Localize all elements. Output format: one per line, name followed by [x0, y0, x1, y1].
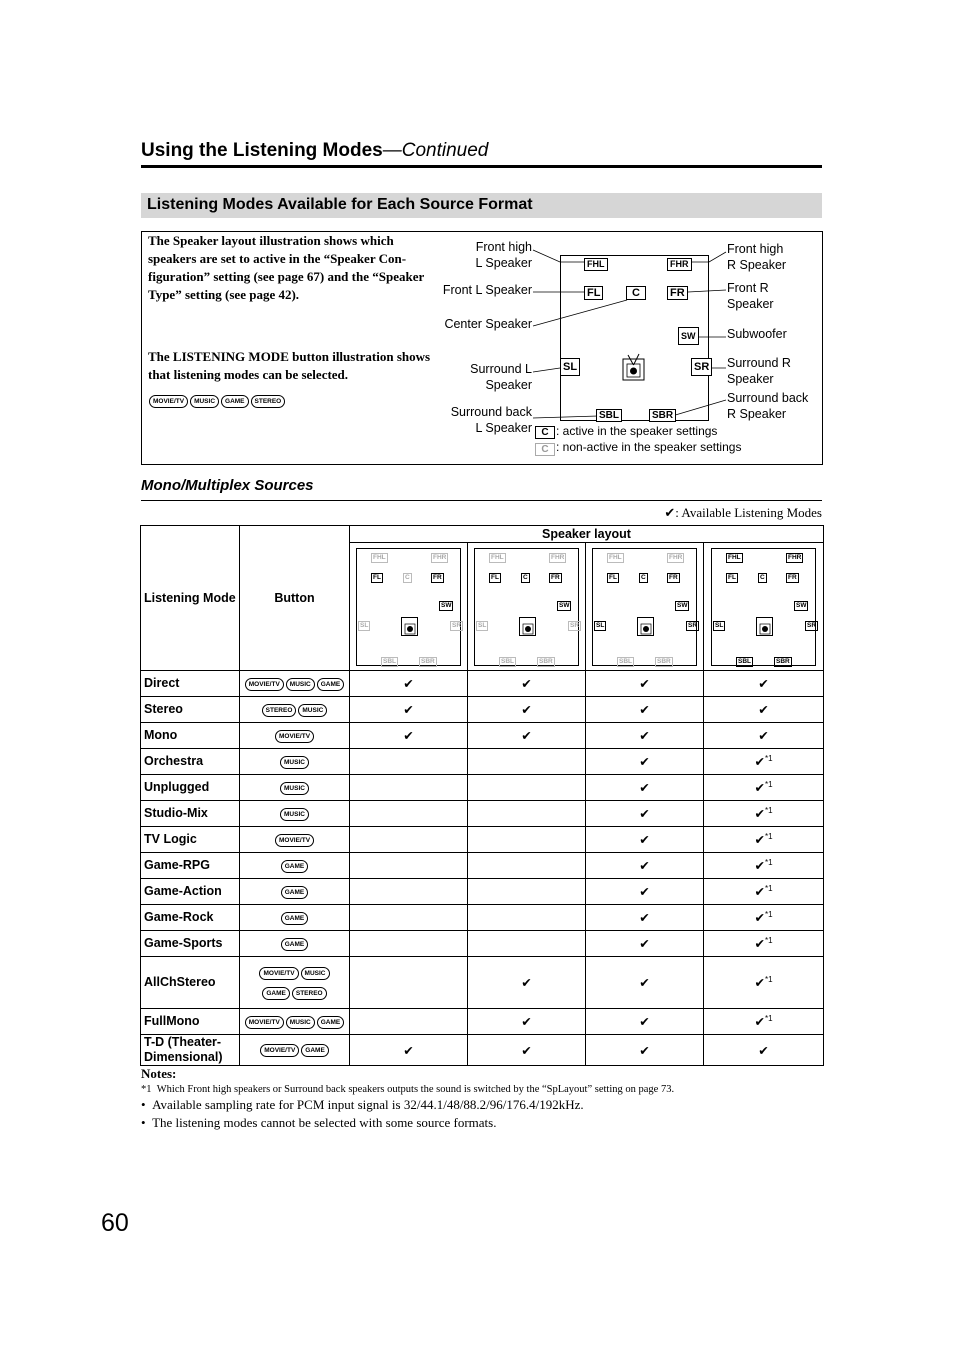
- listener-icon: [401, 617, 418, 636]
- mode-buttons: [240, 697, 350, 723]
- movietv-button-icon: MOVIE/TV: [275, 834, 314, 847]
- check-cell: [704, 697, 824, 723]
- mode-name: Studio-Mix: [141, 801, 240, 827]
- mini-speaker-sr: SR: [688, 621, 698, 629]
- footnote-ref: *1: [764, 1013, 773, 1023]
- check-icon: ✔: [639, 937, 650, 951]
- notes-heading: Notes:: [141, 1066, 177, 1081]
- check-cell: [350, 775, 468, 801]
- mini-speaker-sbr: SBR: [776, 657, 790, 665]
- music-button-icon: MUSIC: [286, 1016, 315, 1029]
- mini-speaker-sbr: SBR: [539, 657, 553, 665]
- listener-icon: [519, 617, 536, 636]
- speaker-fhr: FHR: [667, 258, 692, 271]
- table-row: [141, 801, 824, 827]
- mini-speaker-sl: SL: [360, 621, 369, 629]
- listener-icon: [637, 617, 654, 636]
- mini-speaker-fhl: FHL: [609, 553, 622, 561]
- mode-name: Game-Sports: [141, 931, 240, 957]
- check-icon: ✔: [639, 833, 650, 847]
- music-button-icon: MUSIC: [280, 756, 309, 769]
- check-icon: ✔: [758, 729, 769, 743]
- speaker-c: C: [626, 286, 646, 300]
- mini-speaker-sl: SL: [478, 621, 487, 629]
- label-front-l: Front L Speaker: [442, 283, 532, 297]
- footnote-ref: *1: [764, 857, 773, 867]
- mini-speaker-fhr: FHR: [551, 553, 565, 561]
- speaker-sl: SL: [560, 358, 580, 376]
- check-icon: ✔: [403, 677, 414, 691]
- mini-speaker-sr: SR: [452, 621, 462, 629]
- check-cell: [586, 749, 704, 775]
- check-icon: ✔: [639, 729, 650, 743]
- table-row: [141, 853, 824, 879]
- mini-speaker-c: C: [405, 573, 410, 581]
- label-surround-back-l: Surround back L Speaker: [450, 405, 532, 435]
- check-cell: [704, 775, 824, 801]
- label-center: Center Speaker: [444, 317, 532, 331]
- check-icon: ✔: [754, 833, 765, 848]
- check-cell: [704, 905, 824, 931]
- continued-label: —Continued: [382, 140, 489, 161]
- speaker-fr: FR: [667, 286, 688, 300]
- header-button: Button: [240, 526, 350, 671]
- table-row: [141, 1009, 824, 1035]
- music-button-icon: MUSIC: [280, 782, 309, 795]
- check-cell: [704, 749, 824, 775]
- mode-name: Game-Action: [141, 879, 240, 905]
- available-note: [664, 505, 822, 521]
- intro-paragraph-1: The Speaker layout illustration shows which speakers are set to active in the “Speaker Con-figuration” setting (see page 67) and the “Speaker Type” setting (see page 42).: [148, 233, 425, 302]
- check-cell: [704, 1009, 824, 1035]
- speaker-sw: SW: [678, 327, 699, 345]
- game-button-icon: GAME: [281, 938, 309, 951]
- legend-inactive-text: : non-active in the speaker settings: [556, 440, 742, 454]
- header-speaker-layout: Speaker layout: [350, 526, 824, 543]
- check-cell: [586, 905, 704, 931]
- check-cell: [586, 697, 704, 723]
- header-listening-mode: Listening Mode: [141, 526, 240, 671]
- movietv-button-icon: MOVIE/TV: [245, 1016, 284, 1029]
- check-cell: [586, 957, 704, 1009]
- mini-speaker-sl: SL: [596, 621, 605, 629]
- table-row: [141, 671, 824, 697]
- speaker-sr: SR: [691, 358, 712, 376]
- music-button-icon: MUSIC: [298, 704, 327, 717]
- notes: [141, 1066, 674, 1131]
- mini-speaker-fhl: FHL: [373, 553, 386, 561]
- check-icon: ✔: [639, 911, 650, 925]
- mode-name: AllChStereo: [141, 957, 240, 1009]
- speaker-sbl: SBL: [596, 409, 622, 422]
- mode-buttons: [240, 879, 350, 905]
- footnote-ref: *1: [764, 909, 773, 919]
- speaker-layout-diagram: [592, 548, 697, 666]
- check-cell: [468, 749, 586, 775]
- footnote-mark: *1: [141, 1084, 152, 1095]
- mini-speaker-sbl: SBL: [619, 657, 632, 665]
- game-button-icon: GAME: [281, 860, 309, 873]
- page-number: 60: [101, 1209, 129, 1237]
- speaker-fhl: FHL: [584, 258, 608, 271]
- check-cell: [350, 671, 468, 697]
- mini-speaker-sw: SW: [796, 601, 807, 609]
- mode-buttons: [240, 801, 350, 827]
- check-cell: [350, 749, 468, 775]
- mono-title: Mono/Multiplex Sources: [141, 477, 314, 494]
- mini-speaker-fl: FL: [609, 573, 617, 581]
- mini-speaker-fhr: FHR: [433, 553, 447, 561]
- label-surround-back-r: Surround back R Speaker: [727, 391, 809, 421]
- mini-speaker-fhr: FHR: [788, 553, 802, 561]
- check-cell: [586, 853, 704, 879]
- check-icon: ✔: [639, 885, 650, 899]
- bullet-2-text: The listening modes cannot be selected with some source formats.: [152, 1115, 497, 1130]
- check-cell: [350, 1035, 468, 1066]
- mode-name: Direct: [141, 671, 240, 697]
- mode-buttons: [240, 827, 350, 853]
- check-icon: ✔: [639, 859, 650, 873]
- mode-name: Mono: [141, 723, 240, 749]
- check-icon: ✔: [521, 1043, 532, 1058]
- mini-speaker-fr: FR: [669, 573, 678, 581]
- mode-name: Orchestra: [141, 749, 240, 775]
- mode-buttons: [240, 775, 350, 801]
- mode-name: Stereo: [141, 697, 240, 723]
- check-cell: [586, 931, 704, 957]
- footnote-ref: *1: [764, 974, 773, 984]
- movietv-button-icon: MOVIE/TV: [245, 678, 284, 691]
- check-cell: [350, 957, 468, 1009]
- footnote-text: Which Front high speakers or Surround back speakers outputs the sound is switched by the “SpLayout” setting on page 73.: [156, 1084, 675, 1095]
- check-cell: [350, 853, 468, 879]
- stereo-button-icon: STEREO: [262, 704, 297, 717]
- speaker-layout-diagram: [356, 548, 461, 666]
- legend-active-box: C: [535, 426, 555, 439]
- mono-rule: [141, 500, 822, 501]
- footnote-ref: *1: [764, 779, 773, 789]
- table-row: [141, 879, 824, 905]
- mode-buttons: [240, 957, 350, 1009]
- speaker-layout-diagram: [474, 548, 579, 666]
- check-icon: ✔: [664, 505, 676, 520]
- check-cell: [468, 697, 586, 723]
- check-cell: [468, 1009, 586, 1035]
- legend-active-text: : active in the speaker settings: [556, 424, 718, 438]
- label-subwoofer: Subwoofer: [727, 327, 787, 341]
- footnote-ref: *1: [764, 935, 773, 945]
- mode-buttons: [240, 1035, 350, 1066]
- check-cell: [350, 905, 468, 931]
- game-button-icon: GAME: [317, 678, 345, 691]
- check-cell: [704, 931, 824, 957]
- check-cell: [586, 1009, 704, 1035]
- check-cell: [350, 697, 468, 723]
- mode-name: T-D (Theater-Dimensional): [141, 1035, 240, 1066]
- check-cell: [468, 801, 586, 827]
- check-icon: ✔: [521, 729, 532, 743]
- footnote-ref: *1: [764, 753, 773, 763]
- mini-speaker-sbl: SBL: [738, 657, 751, 665]
- footnote-ref: *1: [764, 805, 773, 815]
- label-front-high-r: Front high R Speaker: [727, 242, 787, 272]
- check-icon: ✔: [639, 755, 650, 769]
- check-icon: ✔: [521, 677, 532, 691]
- mini-speaker-fr: FR: [551, 573, 560, 581]
- mini-speaker-c: C: [523, 573, 528, 581]
- label-surround-l: Surround L Speaker: [470, 362, 532, 392]
- movietv-button-icon: MOVIE/TV: [275, 730, 314, 743]
- check-icon: ✔: [758, 677, 769, 691]
- check-cell: [586, 775, 704, 801]
- speaker-fl: FL: [584, 286, 603, 300]
- check-cell: [586, 801, 704, 827]
- check-cell: [704, 671, 824, 697]
- layout-cell: [468, 543, 586, 671]
- mini-speaker-sbl: SBL: [501, 657, 514, 665]
- bullet-2: • The listening modes cannot be selected with some source formats.: [141, 1115, 497, 1130]
- check-cell: [704, 957, 824, 1009]
- music-button-icon: MUSIC: [301, 967, 330, 980]
- footnote-ref: *1: [764, 831, 773, 841]
- mini-speaker-sbr: SBR: [421, 657, 435, 665]
- mini-speaker-c: C: [760, 573, 765, 581]
- table-row: [141, 931, 824, 957]
- check-cell: [704, 1035, 824, 1066]
- game-button-icon: GAME: [221, 395, 249, 408]
- check-cell: [586, 879, 704, 905]
- table-row: [141, 723, 824, 749]
- mode-buttons: [240, 931, 350, 957]
- movietv-button-icon: MOVIE/TV: [260, 1044, 299, 1057]
- mode-name: Game-Rock: [141, 905, 240, 931]
- check-icon: ✔: [754, 859, 765, 874]
- check-icon: ✔: [639, 807, 650, 821]
- check-icon: ✔: [754, 885, 765, 900]
- check-icon: ✔: [639, 1015, 650, 1029]
- music-button-icon: MUSIC: [280, 808, 309, 821]
- mini-speaker-sr: SR: [807, 621, 817, 629]
- layout-cell: [350, 543, 468, 671]
- movietv-button-icon: MOVIE/TV: [149, 395, 188, 408]
- mode-name: Game-RPG: [141, 853, 240, 879]
- check-cell: [586, 723, 704, 749]
- mode-name: TV Logic: [141, 827, 240, 853]
- check-cell: [704, 801, 824, 827]
- table-row: [141, 827, 824, 853]
- check-icon: ✔: [403, 1043, 414, 1058]
- label-front-r: Front R Speaker: [727, 281, 774, 311]
- check-cell: [350, 723, 468, 749]
- intro-paragraph-2: The LISTENING MODE button illustration shows that listening modes can be selected.: [148, 349, 431, 382]
- check-cell: [468, 879, 586, 905]
- check-icon: ✔: [521, 976, 532, 990]
- mini-speaker-c: C: [641, 573, 646, 581]
- check-cell: [704, 879, 824, 905]
- check-icon: ✔: [754, 1015, 765, 1030]
- mini-speaker-sl: SL: [715, 621, 724, 629]
- check-icon: ✔: [754, 976, 765, 991]
- bullet-1-text: Available sampling rate for PCM input signal is 32/44.1/48/88.2/96/176.4/192kHz.: [152, 1097, 584, 1112]
- check-cell: [350, 1009, 468, 1035]
- check-icon: ✔: [639, 781, 650, 795]
- check-icon: ✔: [403, 703, 414, 717]
- check-cell: [468, 931, 586, 957]
- mode-buttons: [240, 671, 350, 697]
- legend-inactive-box: C: [535, 443, 555, 456]
- game-button-icon: GAME: [281, 912, 309, 925]
- table-row: [141, 905, 824, 931]
- mini-speaker-fr: FR: [433, 573, 442, 581]
- movietv-button-icon: MOVIE/TV: [259, 967, 298, 980]
- check-cell: [468, 957, 586, 1009]
- check-icon: ✔: [521, 1015, 532, 1029]
- check-icon: ✔: [758, 703, 769, 717]
- layout-cell: [704, 543, 824, 671]
- check-cell: [350, 879, 468, 905]
- mode-buttons: [240, 853, 350, 879]
- game-button-icon: GAME: [281, 886, 309, 899]
- check-icon: ✔: [639, 703, 650, 717]
- bullet-1: • Available sampling rate for PCM input signal is 32/44.1/48/88.2/96/176.4/192kHz.: [141, 1097, 584, 1112]
- table-row: [141, 775, 824, 801]
- mini-speaker-sw: SW: [559, 601, 570, 609]
- game-button-icon: GAME: [317, 1016, 345, 1029]
- check-icon: ✔: [754, 755, 765, 770]
- mode-buttons: [240, 905, 350, 931]
- section-title-text: Using the Listening Modes: [141, 140, 383, 161]
- check-icon: ✔: [403, 729, 414, 743]
- listening-modes-table: [140, 525, 824, 1066]
- check-cell: [586, 827, 704, 853]
- game-button-icon: GAME: [262, 987, 290, 1000]
- mini-speaker-sw: SW: [441, 601, 452, 609]
- listener-chair-icon: [622, 352, 646, 382]
- mini-speaker-fhl: FHL: [491, 553, 504, 561]
- check-cell: [586, 671, 704, 697]
- check-icon: ✔: [754, 911, 765, 926]
- footnote-ref: *1: [764, 883, 773, 893]
- check-icon: ✔: [754, 937, 765, 952]
- label-surround-r: Surround R Speaker: [727, 356, 791, 386]
- check-cell: [350, 931, 468, 957]
- mode-buttons: [240, 1009, 350, 1035]
- check-icon: ✔: [639, 677, 650, 691]
- check-cell: [704, 827, 824, 853]
- label-front-high-l: Front high L Speaker: [475, 240, 532, 270]
- game-button-icon: GAME: [301, 1044, 329, 1057]
- mini-speaker-sw: SW: [677, 601, 688, 609]
- check-cell: [350, 801, 468, 827]
- speaker-layout-diagram: [711, 548, 816, 666]
- check-icon: ✔: [758, 1043, 769, 1058]
- check-cell: [586, 1035, 704, 1066]
- mini-speaker-fhr: FHR: [669, 553, 683, 561]
- table-row: [141, 957, 824, 1009]
- table-row: [141, 697, 824, 723]
- mini-speaker-fl: FL: [491, 573, 499, 581]
- mode-buttons: [240, 749, 350, 775]
- music-button-icon: MUSIC: [190, 395, 219, 408]
- check-icon: ✔: [754, 807, 765, 822]
- check-cell: [468, 1035, 586, 1066]
- layout-cell: [586, 543, 704, 671]
- check-cell: [468, 671, 586, 697]
- check-cell: [468, 827, 586, 853]
- listener-icon: [756, 617, 773, 636]
- mode-name: FullMono: [141, 1009, 240, 1035]
- mode-buttons: [240, 723, 350, 749]
- mode-name: Unplugged: [141, 775, 240, 801]
- stereo-button-icon: STEREO: [292, 987, 327, 1000]
- check-icon: ✔: [754, 781, 765, 796]
- table-row: [141, 749, 824, 775]
- check-cell: [350, 827, 468, 853]
- mini-speaker-fr: FR: [788, 573, 797, 581]
- check-icon: ✔: [639, 1043, 650, 1058]
- mini-speaker-sbl: SBL: [383, 657, 396, 665]
- check-cell: [468, 775, 586, 801]
- check-icon: ✔: [521, 703, 532, 717]
- mini-speaker-fl: FL: [373, 573, 381, 581]
- mini-speaker-fhl: FHL: [728, 553, 741, 561]
- check-icon: ✔: [639, 976, 650, 990]
- mini-speaker-sr: SR: [570, 621, 580, 629]
- mini-speaker-sbr: SBR: [657, 657, 671, 665]
- check-cell: [468, 723, 586, 749]
- footnote: [141, 1084, 674, 1095]
- check-cell: [468, 853, 586, 879]
- table-row: [141, 1035, 824, 1066]
- check-cell: [704, 853, 824, 879]
- music-button-icon: MUSIC: [286, 678, 315, 691]
- speaker-sbr: SBR: [649, 409, 676, 422]
- mini-speaker-fl: FL: [728, 573, 736, 581]
- subsection-title: Listening Modes Available for Each Source Format: [147, 196, 533, 213]
- check-cell: [468, 905, 586, 931]
- available-note-text: : Available Listening Modes: [675, 505, 822, 520]
- check-cell: [704, 723, 824, 749]
- stereo-button-icon: STEREO: [251, 395, 286, 408]
